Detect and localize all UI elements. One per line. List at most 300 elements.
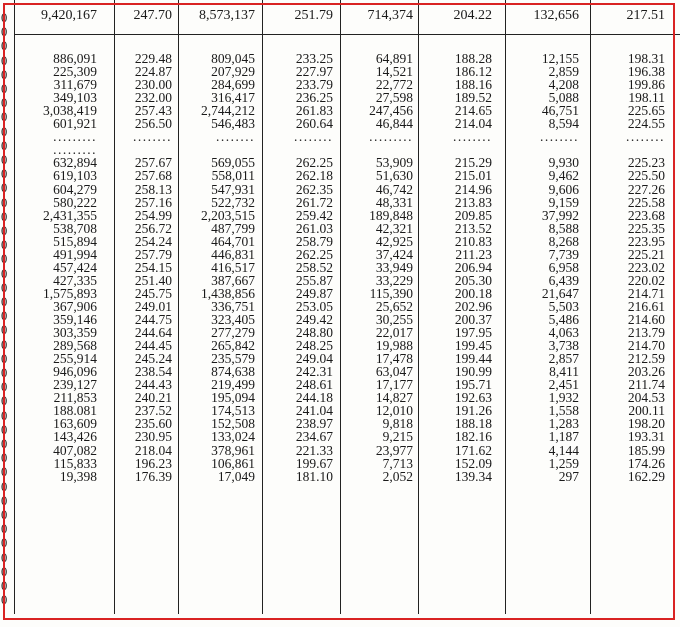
- table-cell: 256.50: [134, 116, 172, 132]
- table-cell: 3,038,419: [43, 103, 97, 119]
- table-cell: 8,268: [548, 233, 579, 249]
- table-cell: 349,103: [53, 90, 97, 106]
- table-cell: 4,063: [548, 325, 579, 341]
- table-cell: 378,961: [211, 442, 255, 458]
- table-cell: 227.97: [295, 64, 333, 80]
- table-cell: 9,606: [548, 181, 579, 197]
- table-cell: 64,891: [375, 51, 413, 66]
- table-cell: 874,638: [211, 364, 255, 380]
- table-cell: 214.65: [454, 103, 492, 119]
- left-fragment-digit: 0: [1, 508, 8, 522]
- table-cell: 284,699: [211, 77, 255, 93]
- table-cell: 27,598: [375, 90, 413, 106]
- table-cell: 42,925: [375, 233, 413, 249]
- table-cell: .........: [53, 129, 97, 145]
- table-cell: 234.67: [295, 429, 333, 445]
- table-cell: 244.75: [134, 312, 172, 327]
- table-cell: 254.24: [134, 233, 172, 249]
- left-fragment-digit: 0: [1, 53, 8, 68]
- table-cell: 254.15: [134, 259, 172, 275]
- header-cell: 251.79: [294, 8, 333, 23]
- left-fragment-digit: 0: [1, 209, 8, 224]
- table-cell: 235.60: [134, 416, 172, 432]
- header-cell: 714,374: [367, 8, 413, 23]
- table-cell: 133,024: [211, 429, 255, 445]
- table-cell: 261.72: [295, 194, 333, 210]
- table-cell: 225.50: [627, 168, 665, 184]
- table-cell: 2,431,355: [43, 207, 97, 223]
- table-cell: 1,932: [548, 390, 579, 406]
- table-cell: 46,844: [375, 116, 413, 132]
- table-cell: 46,742: [375, 181, 413, 197]
- table-cell: 580,222: [53, 194, 97, 210]
- table-cell: 200.11: [628, 403, 665, 419]
- table-cell: 8,411: [549, 364, 579, 380]
- table-cell: .........: [369, 129, 413, 145]
- left-fragment-digit: 0: [1, 39, 8, 54]
- table-cell: 213.52: [454, 220, 492, 236]
- table-cell: ........: [626, 129, 665, 145]
- table-cell: 216.61: [627, 298, 665, 314]
- table-cell: 277,279: [211, 325, 255, 341]
- table-cell: 241.04: [295, 403, 333, 419]
- table-cell: 223.95: [627, 233, 665, 249]
- table-cell: 174.26: [627, 455, 665, 471]
- table-cell: 203.26: [627, 364, 665, 380]
- left-fragment-digit: 0: [1, 82, 8, 96]
- left-fragment-digit: 0: [1, 25, 8, 40]
- table-cell: 152,508: [211, 416, 255, 432]
- header-cell: 217.51: [626, 8, 665, 23]
- table-cell: 886,091: [53, 51, 97, 66]
- table-cell: 188.081: [53, 403, 97, 419]
- table-cell: 199.45: [454, 338, 492, 354]
- table-cell: 225,309: [53, 64, 97, 80]
- table-cell: 248.80: [295, 325, 333, 341]
- table-cell: 206.94: [454, 259, 492, 275]
- table-cell: 188.16: [454, 77, 492, 93]
- table-cell: 558,011: [211, 168, 255, 184]
- table-cell: 249.42: [295, 312, 333, 327]
- table-cell: 239,127: [53, 377, 97, 393]
- table-cell: 230.00: [134, 77, 172, 93]
- table-cell: 569,055: [211, 155, 255, 171]
- table-cell: 1,438,856: [201, 285, 255, 301]
- table-cell: 221.33: [295, 442, 333, 458]
- table-cell: 297: [558, 468, 579, 484]
- table-cell: 255,914: [53, 351, 97, 367]
- left-fragment-digit: 0: [1, 351, 8, 366]
- table-cell: 106,861: [211, 455, 255, 471]
- table-cell: 185.99: [627, 442, 665, 458]
- left-fragment-digit: 0: [1, 238, 8, 253]
- left-fragment-digit: 0: [1, 366, 8, 380]
- table-cell: 223.02: [627, 259, 665, 275]
- table-cell: 202.96: [454, 298, 492, 314]
- table-cell: 538,708: [53, 220, 97, 236]
- table-cell: 245.75: [134, 285, 172, 301]
- table-cell: 188.28: [454, 51, 492, 66]
- left-fragment-digit: 0: [1, 323, 8, 338]
- left-fragment-digit: 0: [1, 493, 8, 508]
- table-cell: 33,229: [375, 272, 413, 288]
- table-cell: 7,713: [382, 455, 413, 471]
- table-cell: 316,417: [211, 90, 255, 106]
- left-fragment-digit: 0: [1, 224, 8, 238]
- left-fragment-digit: 0: [1, 67, 8, 82]
- table-cell: 235,579: [211, 351, 255, 367]
- table-cell: 192.63: [454, 390, 492, 406]
- left-fragment-digit: 0: [1, 337, 8, 352]
- table-cell: 200.18: [454, 285, 492, 301]
- left-fragment-digit: 0: [1, 564, 8, 579]
- table-cell: 236.25: [295, 90, 333, 106]
- table-cell: 6,958: [548, 259, 579, 275]
- table-cell: 195,094: [211, 390, 255, 406]
- table-cell: 244.18: [295, 390, 333, 406]
- table-cell: 5,503: [548, 298, 579, 314]
- table-cell: 240.21: [134, 390, 172, 406]
- table-cell: 258.13: [134, 181, 172, 197]
- table-cell: 19,988: [375, 338, 413, 354]
- header-cell: 9,420,167: [41, 8, 97, 23]
- left-fragment-digit: 0: [1, 380, 8, 395]
- table-cell: 214.60: [627, 312, 665, 327]
- table-cell: 262.25: [295, 246, 333, 262]
- table-cell: 262.25: [295, 155, 333, 171]
- table-cell: 289,568: [53, 338, 97, 354]
- table-cell: 303,359: [53, 325, 97, 341]
- table-cell: 4,144: [548, 442, 579, 458]
- table-cell: 359,146: [53, 312, 97, 327]
- header-cell: 132,656: [533, 8, 579, 23]
- table-cell: 387,667: [211, 272, 255, 288]
- left-fragment-digit: 0: [1, 536, 8, 551]
- table-cell: 14,827: [375, 390, 413, 406]
- table-cell: 238.97: [295, 416, 333, 432]
- table-cell: 174,513: [211, 403, 255, 419]
- table-cell: 17,177: [375, 377, 413, 393]
- left-fragment-digit: 0: [1, 280, 8, 295]
- table-cell: ........: [453, 129, 492, 145]
- table-cell: 1,259: [548, 455, 579, 471]
- table-cell: 189.52: [454, 90, 492, 106]
- table-cell: 256.72: [134, 220, 172, 236]
- table-cell: 229.48: [134, 51, 172, 66]
- table-cell: 198.20: [627, 416, 665, 432]
- table-cell: 248.61: [295, 377, 333, 393]
- table-cell: 265,842: [211, 338, 255, 354]
- table-cell: 546,483: [211, 116, 255, 132]
- table-cell: 17,478: [375, 351, 413, 367]
- table-cell: ........: [540, 129, 579, 145]
- column-rule: [418, 0, 419, 614]
- table-cell: 251.40: [134, 272, 172, 288]
- left-fragment-digit: 0: [1, 579, 8, 593]
- table-cell: 247,456: [369, 103, 413, 119]
- table-cell: 257.68: [134, 168, 172, 184]
- table-cell: 809,045: [211, 51, 255, 66]
- table-cell: 225.35: [627, 220, 665, 236]
- table-cell: 213.83: [454, 194, 492, 210]
- table-cell: 218.04: [134, 442, 172, 458]
- table-cell: 1,187: [548, 429, 579, 445]
- table-cell: 33,949: [375, 259, 413, 275]
- table-cell: 257.16: [134, 194, 172, 210]
- table-cell: 225.58: [627, 194, 665, 210]
- table-cell: 238.54: [134, 364, 172, 380]
- table-cell: 258.52: [295, 259, 333, 275]
- table-cell: 9,930: [548, 155, 579, 171]
- table-cell: 223.68: [627, 207, 665, 223]
- left-fragment-digit: 0: [1, 266, 8, 281]
- table-cell: 248.25: [295, 338, 333, 354]
- table-cell: 211,853: [53, 390, 97, 406]
- table-cell: 214.04: [454, 116, 492, 132]
- table-cell: 9,818: [382, 416, 413, 432]
- table-cell: 191.26: [454, 403, 492, 419]
- table-cell: 30,255: [375, 312, 413, 327]
- table-cell: 244.64: [134, 325, 172, 341]
- left-fragment-digit: 0: [1, 195, 8, 210]
- table-cell: 547,931: [211, 181, 255, 197]
- table-cell: 427,335: [53, 272, 97, 288]
- table-cell: 14,521: [375, 64, 413, 80]
- table-cell: 3,738: [548, 338, 579, 354]
- left-fragment-digit: 0: [1, 479, 8, 494]
- table-cell: 209.85: [454, 207, 492, 223]
- table-cell: 186.12: [454, 64, 492, 80]
- table-cell: 244.43: [134, 377, 172, 393]
- table-cell: 232.00: [134, 90, 172, 106]
- table-cell: 1,575,893: [43, 285, 97, 301]
- table-cell: 176.39: [134, 468, 172, 484]
- table-cell: 181.10: [295, 468, 333, 484]
- table-cell: ........: [294, 129, 333, 145]
- table-cell: 163,609: [53, 416, 97, 432]
- table-cell: 225.65: [627, 103, 665, 119]
- table-cell: 242.31: [295, 364, 333, 380]
- table-cell: 196.23: [134, 455, 172, 471]
- left-fragment-digit: 0: [1, 167, 8, 182]
- table-cell: 115,833: [53, 455, 97, 471]
- table-cell: 601,921: [53, 116, 97, 132]
- table-cell: 257.43: [134, 103, 172, 119]
- table-cell: 249.87: [295, 285, 333, 301]
- table-cell: 152.09: [454, 455, 492, 471]
- table-cell: 214.70: [627, 338, 665, 354]
- table-cell: 143,426: [53, 429, 97, 445]
- left-fragment-digit: 0: [1, 550, 8, 565]
- header-cell: 204.22: [453, 8, 492, 23]
- table-cell: 189,848: [369, 207, 413, 223]
- table-cell: 219,499: [211, 377, 255, 393]
- table-cell: 604,279: [53, 181, 97, 197]
- table-cell: 197.95: [454, 325, 492, 341]
- table-cell: 224.55: [627, 116, 665, 132]
- table-cell: 619,103: [53, 168, 97, 184]
- left-fragment-digit: 0: [1, 96, 8, 111]
- table-cell: 257.67: [134, 155, 172, 171]
- table-cell: 22,772: [375, 77, 413, 93]
- left-fragment-digit: 0: [1, 252, 8, 267]
- table-cell: 8,594: [548, 116, 579, 132]
- table-cell: 311,679: [53, 77, 97, 93]
- table-cell: 261.03: [295, 220, 333, 236]
- left-fragment-digit: 0: [1, 465, 8, 480]
- table-cell: 257.79: [134, 246, 172, 262]
- table-cell: 8,588: [548, 220, 579, 236]
- table-cell: 237.52: [134, 403, 172, 419]
- table-cell: 253.05: [295, 298, 333, 314]
- left-fragment-digit: 0: [1, 437, 8, 451]
- table-cell: 37,992: [541, 207, 579, 223]
- table-cell: 196.38: [627, 64, 665, 80]
- table-cell: 51,630: [375, 168, 413, 184]
- left-fragment-digit: 0: [1, 295, 8, 309]
- table-cell: 1,558: [548, 403, 579, 419]
- table-cell: 2,857: [548, 351, 579, 367]
- table-cell: 224.87: [134, 64, 172, 80]
- table-cell: 22,017: [375, 325, 413, 341]
- table-cell: 233.79: [295, 77, 333, 93]
- table-cell: 23,977: [375, 442, 413, 458]
- table-cell: 446,831: [211, 246, 255, 262]
- table-cell: 220.02: [627, 272, 665, 288]
- table-cell: 515,894: [53, 233, 97, 249]
- table-cell: 946,096: [53, 364, 97, 380]
- left-fragment-digit: 0: [1, 593, 8, 608]
- header-cell: 247.70: [133, 8, 172, 23]
- table-cell: 205.30: [454, 272, 492, 288]
- table-cell: 198.11: [628, 90, 665, 106]
- table-cell: 7,739: [548, 246, 579, 262]
- table-cell: 416,517: [211, 259, 255, 275]
- table-cell: 2,859: [548, 64, 579, 80]
- table-cell: 457,424: [53, 259, 97, 275]
- table-cell: 491,994: [53, 246, 97, 262]
- table-cell: 244.45: [134, 338, 172, 354]
- table-cell: 215.29: [454, 155, 492, 171]
- table-cell: 487,799: [211, 220, 255, 236]
- table-cell: 200.37: [454, 312, 492, 327]
- left-fragment-digit: 0: [1, 124, 8, 139]
- table-cell: 199.86: [627, 77, 665, 93]
- left-fragment-digit: 0: [1, 394, 8, 409]
- table-cell: 204.53: [627, 390, 665, 406]
- table-cell: 632,894: [53, 155, 97, 171]
- table-cell: 182.16: [454, 429, 492, 445]
- table-cell: 37,424: [375, 246, 413, 262]
- table-cell: 12,155: [541, 51, 579, 66]
- table-cell: 193.31: [627, 429, 665, 445]
- table-cell: 213.79: [627, 325, 665, 341]
- table-cell: 245.24: [134, 351, 172, 367]
- table-cell: 214.71: [627, 285, 665, 301]
- table-cell: 230.95: [134, 429, 172, 445]
- table-cell: 42,321: [375, 220, 413, 236]
- table-cell: 336,751: [211, 298, 255, 314]
- table-cell: 260.64: [295, 116, 333, 132]
- table-cell: 162.29: [627, 468, 665, 484]
- table-cell: 9,215: [382, 429, 413, 445]
- table-cell: 233.25: [295, 51, 333, 66]
- table-cell: 2,451: [548, 377, 579, 393]
- table-cell: 2,203,515: [201, 207, 255, 223]
- left-fragment-digit: 0: [1, 309, 8, 324]
- table-cell: ........: [133, 129, 172, 145]
- table-cell: 25,652: [375, 298, 413, 314]
- table-cell: 199.44: [454, 351, 492, 367]
- table-cell: 262.35: [295, 181, 333, 197]
- table-cell: 367,906: [53, 298, 97, 314]
- table-cell: 214.96: [454, 181, 492, 197]
- left-fragment-digit: 0: [1, 153, 8, 167]
- table-cell: 259.42: [295, 207, 333, 223]
- table-cell: 188.18: [454, 416, 492, 432]
- table-cell: 5,486: [548, 312, 579, 327]
- table-cell: 63,047: [375, 364, 413, 380]
- table-cell: 198.31: [627, 51, 665, 66]
- table-cell: 210.83: [454, 233, 492, 249]
- table-cell: 46,751: [541, 103, 579, 119]
- table-cell: 249.01: [134, 298, 172, 314]
- table-cell: 171.62: [454, 442, 492, 458]
- table-cell: 225.21: [627, 246, 665, 262]
- table-cell: 9,159: [548, 194, 579, 210]
- left-fragment-digit: 0: [1, 11, 8, 25]
- table-cell: 464,701: [211, 233, 255, 249]
- table-cell: 12,010: [375, 403, 413, 419]
- table-cell: 227.26: [627, 181, 665, 197]
- table-cell: 522,732: [211, 194, 255, 210]
- table-cell: 2,744,212: [201, 103, 255, 119]
- table-cell: 212.59: [627, 351, 665, 367]
- table-cell: 17,049: [217, 468, 255, 484]
- table-cell: 323,405: [211, 312, 255, 327]
- left-fragment-digit: 0: [1, 422, 8, 437]
- table-cell: 254.99: [134, 207, 172, 223]
- table-cell: 48,331: [375, 194, 413, 210]
- table-cell: .........: [53, 142, 97, 158]
- left-fragment-digit: 0: [1, 522, 8, 537]
- left-fragment-digit: 0: [1, 181, 8, 196]
- header-cell: 8,573,137: [199, 8, 255, 23]
- table-cell: 255.87: [295, 272, 333, 288]
- table-cell: 6,439: [548, 272, 579, 288]
- table-cell: 225.23: [627, 155, 665, 171]
- table-cell: 207,929: [211, 64, 255, 80]
- table-cell: 4,208: [548, 77, 579, 93]
- table-cell: 1,283: [548, 416, 579, 432]
- table-cell: 5,088: [548, 90, 579, 106]
- table-cell: 249.04: [295, 351, 333, 367]
- table-cell: 190.99: [454, 364, 492, 380]
- table-cell: 261.83: [295, 103, 333, 119]
- table-cell: 53,909: [375, 155, 413, 171]
- table-cell: 195.71: [454, 377, 492, 393]
- left-fragment-digit: 0: [1, 110, 8, 125]
- left-fragment-digit: 0: [1, 138, 8, 153]
- table-cell: 139.34: [454, 468, 492, 484]
- table-cell: 211.23: [455, 246, 492, 262]
- left-fragment-digit: 0: [1, 451, 8, 466]
- table-cell: 19,398: [59, 468, 97, 484]
- table-cell: 258.79: [295, 233, 333, 249]
- table-cell: 407,082: [53, 442, 97, 458]
- table-cell: 211.74: [628, 377, 665, 393]
- table-cell: 21,647: [541, 285, 579, 301]
